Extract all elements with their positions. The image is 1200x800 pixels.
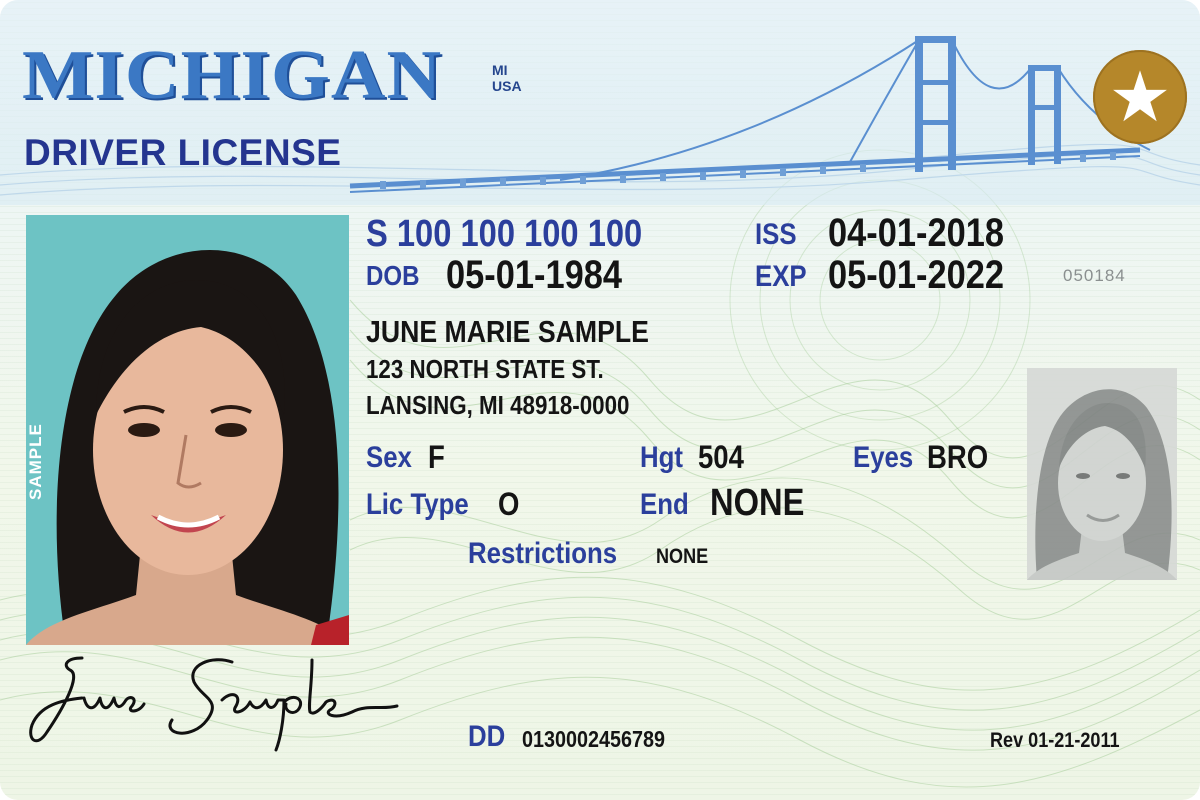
exp-value: 05-01-2022	[828, 253, 1004, 297]
state-name: MICHIGAN	[22, 37, 443, 114]
star-icon: ★	[1093, 50, 1187, 144]
document-title: DRIVER LICENSE	[24, 132, 342, 173]
dob-code: 050184	[1063, 266, 1126, 285]
sex-label: Sex	[366, 441, 412, 474]
eyes-label: Eyes	[853, 441, 914, 474]
ghost-portrait-illustration	[1027, 368, 1177, 580]
restrictions-value: NONE	[656, 545, 709, 568]
photo-watermark: SAMPLE	[26, 423, 45, 500]
holder-photo	[26, 215, 349, 645]
restrictions-label: Restrictions	[468, 537, 618, 570]
height-value: 504	[698, 439, 744, 475]
portrait-illustration	[26, 215, 349, 645]
revision-date: Rev 01-21-2011	[990, 729, 1120, 752]
address-line-2: LANSING, MI 48918-0000	[366, 390, 630, 420]
dob-value: 05-01-1984	[446, 253, 622, 297]
state-code: MI	[492, 62, 508, 78]
license-type-label: Lic Type	[366, 488, 469, 521]
dd-label: DD	[468, 720, 506, 753]
exp-label: EXP	[755, 260, 807, 293]
sex-value: F	[428, 439, 445, 475]
address-line-1: 123 NORTH STATE ST.	[366, 354, 604, 384]
state-abbreviation	[492, 62, 522, 94]
holder-name: JUNE MARIE SAMPLE	[366, 314, 649, 349]
country-code: USA	[492, 78, 522, 94]
holder-signature	[22, 640, 402, 760]
iss-label: ISS	[755, 218, 797, 251]
license-type-value: O	[498, 486, 520, 522]
dob-label: DOB	[366, 260, 420, 291]
iss-value: 04-01-2018	[828, 211, 1004, 255]
endorsements-value: NONE	[710, 482, 805, 524]
license-number: S 100 100 100 100	[366, 213, 643, 255]
eyes-value: BRO	[927, 439, 989, 475]
dd-value: 0130002456789	[522, 726, 666, 752]
ghost-portrait	[1027, 368, 1177, 580]
endorsements-label: End	[640, 488, 689, 521]
height-label: Hgt	[640, 441, 683, 474]
